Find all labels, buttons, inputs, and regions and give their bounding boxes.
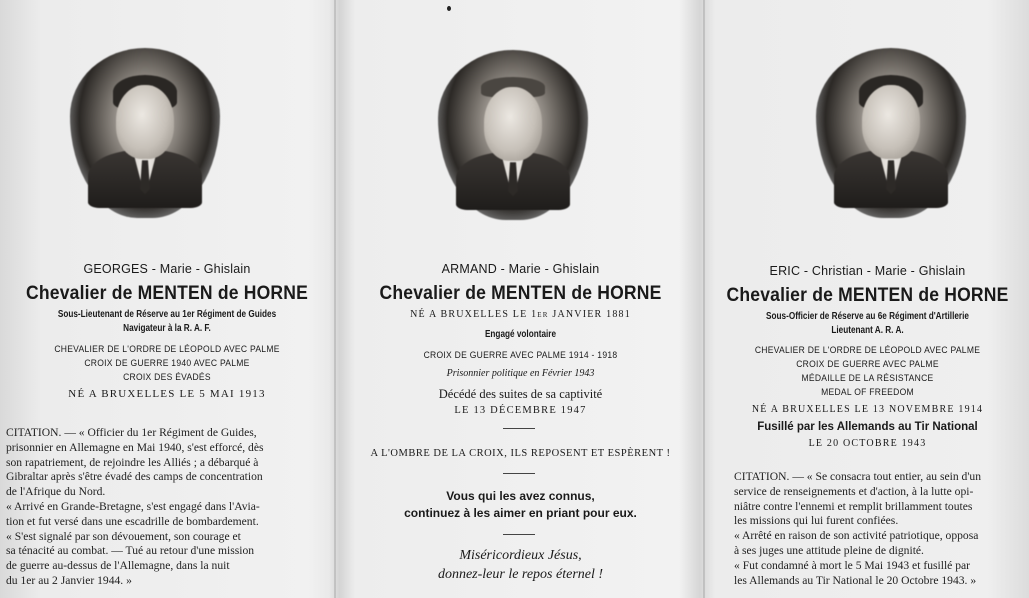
citation-line: « S'est signalé par son dévouement, son courage et [6,529,241,543]
citation-line: de guerre au-dessus de l'Allemagne, dans la nuit [6,559,230,573]
birth-line: NÉ A BRUXELLES LE 1er JANVIER 1881 [410,309,631,320]
birth-line: NÉ A BRUXELLES LE 5 MAI 1913 [68,388,266,400]
rank-line: Navigateur à la R. A. F. [123,323,211,334]
panel-georges [0,0,334,598]
citation-text [6,426,296,589]
given-names: ARMAND - Marie - Ghislain [441,262,600,276]
death-date: LE 13 DÉCEMBRE 1947 [454,405,587,416]
given-names: ERIC - Christian - Marie - Ghislain [769,264,966,278]
citation-line: Gibraltar après s'être évadé des camps de concentration [6,470,263,484]
honor-line: MÉDAILLE DE LA RÉSISTANCE [801,373,934,384]
citation-text [734,470,1024,588]
citation-line: niâtre contre l'ennemi et remplit brillamment toutes [734,499,973,513]
prayer-line: Vous qui les avez connus, [446,489,595,503]
divider [503,428,535,429]
citation-line: son rapatriement, de rejoindre les Alliés ; a débarqué à [6,455,259,469]
death-line: Décédé des suites de sa captivité [438,387,603,401]
divider [503,534,535,535]
citation-line: prisonnier en Allemagne en Mai 1940, s'est efforcé, dès [6,440,264,454]
surname: Chevalier de MENTEN de HORNE [726,284,1009,306]
honor-line: CROIX DE GUERRE 1940 AVEC PALME [84,358,250,369]
portrait-photo [70,48,220,218]
honor-line: CHEVALIER DE L'ORDRE DE LÉOPOLD AVEC PALME [54,344,280,355]
honor-line: CROIX DE GUERRE AVEC PALME 1914 - 1918 [423,350,618,361]
citation-line: « Arrivé en Grande-Bretagne, s'est engagé dans l'Avia- [6,499,260,513]
rank-line: Lieutenant A. R. A. [831,325,904,336]
citation-line: du 1er au 2 Janvier 1944. » [6,573,132,587]
citation-line: CITATION. — « Officier du 1er Régiment de Guides, [6,426,257,439]
citation-line: les missions qui lui furent confiées. [734,514,899,528]
prayer-line: continuez à les aimer en priant pour eux. [404,506,637,520]
panel-armand [338,0,703,598]
citation-line: de l'Afrique du Nord. [6,485,106,499]
citation-line: à ses juges une attitude pleine de dignité. [734,543,924,557]
honor-line: CROIX DE GUERRE AVEC PALME [796,359,939,370]
rank-line: Sous-Lieutenant de Réserve au 1er Régiment de Guides [57,309,277,320]
citation-line: sa ténacité au combat. — Tué au retour d'une mission [6,544,255,558]
citation-line: tion et fut versé dans une escadrille de bombardement. [6,514,259,528]
citation-line: CITATION. — « Se consacra tout entier, au sein d'un [734,470,981,483]
honor-line: CHEVALIER DE L'ORDRE DE LÉOPOLD AVEC PALME [754,345,981,356]
citation-line: les Allemands au Tir National le 20 Octobre 1943. » [734,573,977,587]
citation-line: « Arrêté en raison de son activité patriotique, opposa [734,529,979,543]
citation-line: service de renseignements et d'action, à la lutte opi- [734,484,974,498]
verse-line: Miséricordieux Jésus, [459,548,582,563]
honor-line: MEDAL OF FREEDOM [821,387,914,398]
verse-line: donnez-leur le repos éternel ! [437,567,604,582]
surname: Chevalier de MENTEN de HORNE [379,282,662,304]
portrait-photo [816,48,966,218]
divider [503,473,535,474]
portrait-photo [438,50,588,220]
motto: A L'OMBRE DE LA CROIX, ILS REPOSENT ET ESPÈRENT ! [370,448,671,459]
fold-line-right [703,0,705,598]
citation-line: « Fut condamné à mort le 5 Mai 1943 et fusillé par [734,558,971,572]
honor-line: CROIX DES ÉVADÉS [123,372,211,383]
prisoner-line: Prisonnier politique en Février 1943 [446,368,595,379]
fold-line-left [334,0,336,598]
panel-eric [706,0,1029,598]
engaged-line: Engagé volontaire [484,329,557,340]
rank-line: Sous-Officier de Réserve au 6e Régiment d'Artillerie [766,311,969,322]
execution-date: LE 20 OCTOBRE 1943 [808,438,927,449]
surname: Chevalier de MENTEN de HORNE [25,282,309,304]
execution-line: Fusillé par les Allemands au Tir National [757,421,978,433]
birth-line: NÉ A BRUXELLES LE 13 NOVEMBRE 1914 [751,404,984,415]
given-names: GEORGES - Marie - Ghislain [83,262,251,276]
